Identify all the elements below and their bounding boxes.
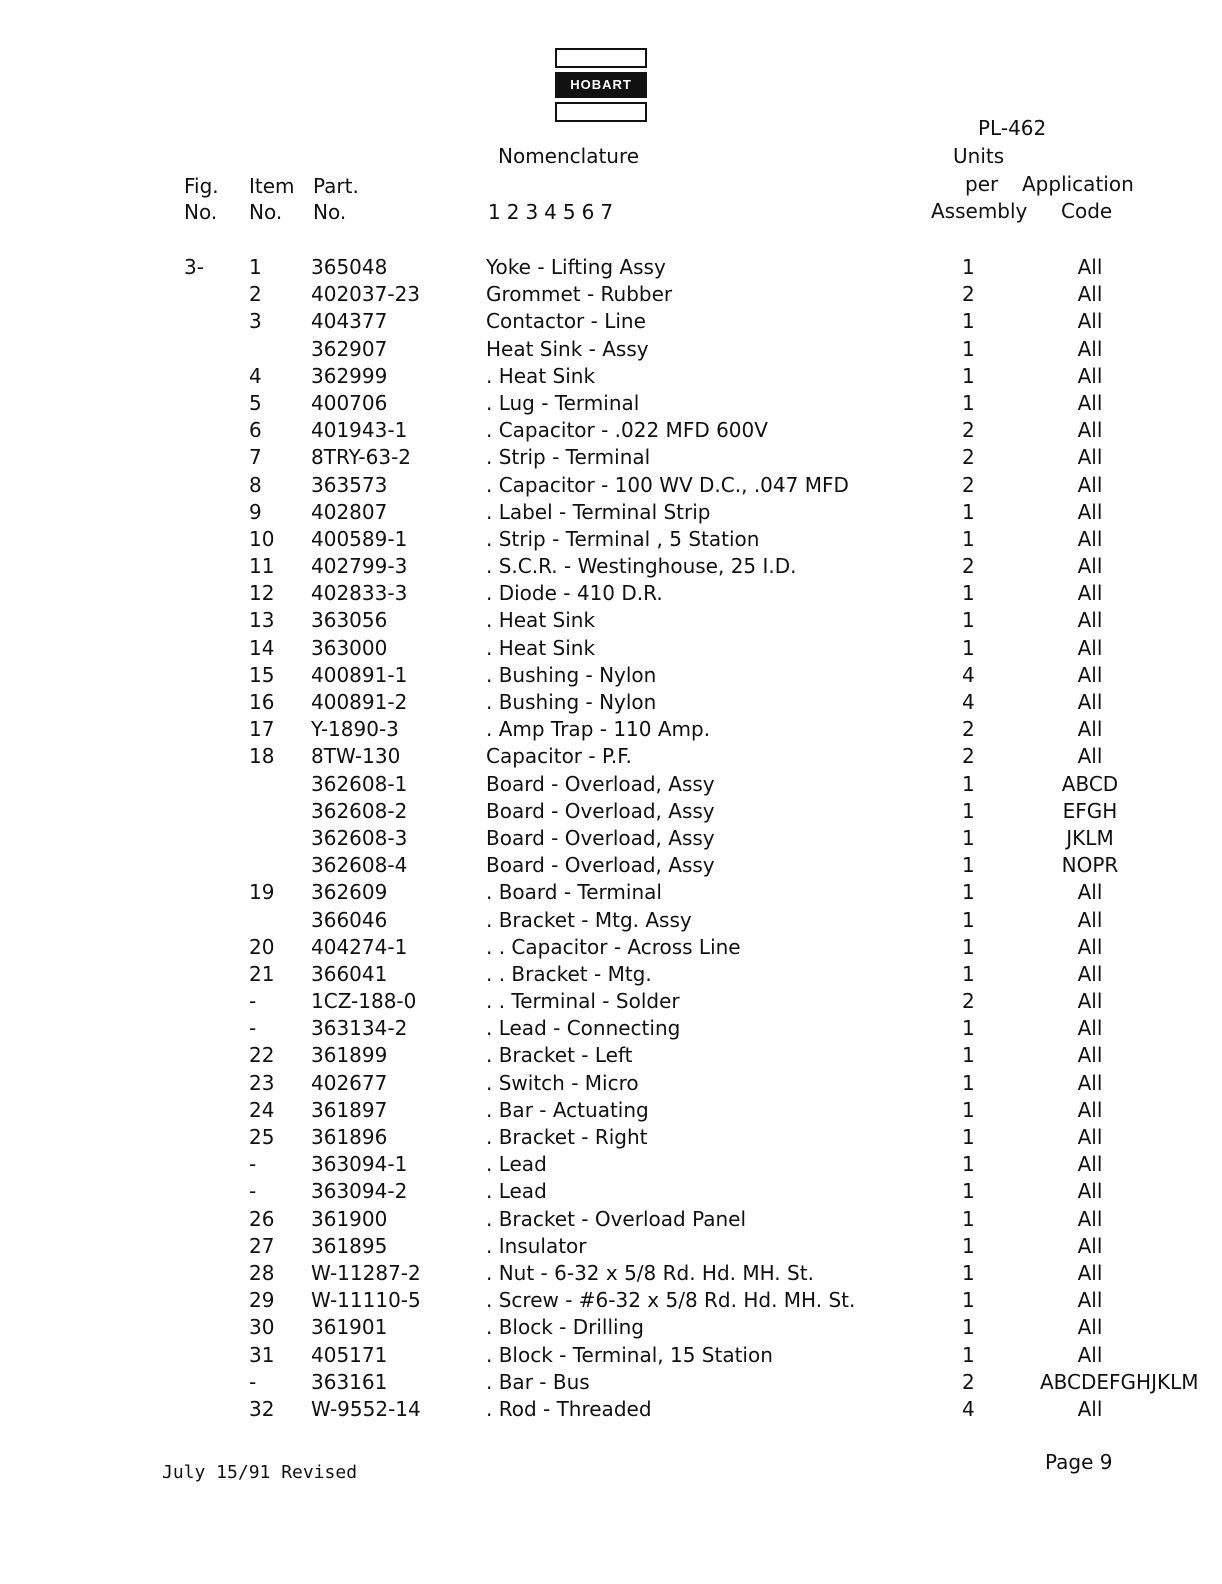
nomenclature: . Amp Trap - 110 Amp.: [486, 717, 711, 742]
part-number: 404377: [311, 309, 388, 334]
part-number: 361897: [311, 1097, 388, 1122]
table-row: [0, 390, 1222, 417]
nomenclature: . Insulator: [486, 1233, 587, 1258]
table-row: [0, 254, 1222, 281]
table-row: [0, 1206, 1222, 1233]
part-number: 1CZ-188-0: [311, 989, 417, 1014]
units-per-assembly: 1: [962, 1152, 975, 1177]
units-per-assembly: 1: [962, 1288, 975, 1313]
application-code: All: [1077, 1016, 1103, 1041]
item-number: 3: [249, 309, 262, 334]
nomenclature: . Heat Sink: [486, 608, 596, 633]
application-code: All: [1077, 961, 1103, 986]
application-code: All: [1077, 418, 1103, 443]
table-row: [0, 281, 1222, 308]
item-number: 14: [249, 635, 275, 660]
nomenclature: . Screw - #6-32 x 5/8 Rd. Hd. MH. St.: [486, 1288, 856, 1313]
units-per-assembly: 1: [962, 499, 975, 524]
application-code: All: [1077, 1396, 1103, 1421]
units-per-assembly: 1: [962, 1233, 975, 1258]
application-code: All: [1077, 309, 1103, 334]
nomenclature: Board - Overload, Assy: [486, 825, 715, 850]
application-code: All: [1077, 1152, 1103, 1177]
table-row: [0, 635, 1222, 662]
application-code: All: [1077, 390, 1103, 415]
units-per-assembly: 2: [962, 744, 975, 769]
nomenclature: . Lead - Connecting: [486, 1016, 681, 1041]
table-row: [0, 743, 1222, 770]
application-code: All: [1077, 499, 1103, 524]
application-code: All: [1077, 608, 1103, 633]
part-number: 366046: [311, 907, 388, 932]
units-per-assembly: 1: [962, 1016, 975, 1041]
units-per-assembly: 1: [962, 825, 975, 850]
table-row: [0, 1178, 1222, 1205]
part-number: 363094-2: [311, 1179, 408, 1204]
units-per-assembly: 4: [962, 1396, 975, 1421]
table-row: [0, 1342, 1222, 1369]
part-number: W-9552-14: [311, 1396, 421, 1421]
nomenclature: . Bracket - Right: [486, 1125, 648, 1149]
application-code: All: [1077, 1070, 1103, 1095]
units-per-assembly: 1: [962, 880, 975, 905]
table-row: [0, 1151, 1222, 1178]
item-number: -: [249, 989, 257, 1014]
table-row: [0, 363, 1222, 390]
application-code: All: [1077, 744, 1103, 769]
units-per-assembly: 1: [962, 934, 975, 959]
item-number: 22: [249, 1043, 275, 1068]
units-per-assembly: 1: [962, 798, 975, 823]
header-per: per: [965, 172, 999, 196]
application-code: All: [1077, 1260, 1103, 1285]
part-number: 366041: [311, 961, 388, 986]
nomenclature: . Board - Terminal: [486, 880, 662, 905]
part-number: 362907: [311, 336, 388, 361]
table-row: [0, 607, 1222, 634]
application-code: ABCDEFGHJKLM: [1040, 1369, 1199, 1394]
part-number: 363056: [311, 608, 388, 633]
application-code: All: [1077, 635, 1103, 660]
units-per-assembly: 1: [962, 635, 975, 660]
part-number: 8TRY-63-2: [311, 445, 412, 470]
units-per-assembly: 2: [962, 554, 975, 579]
nomenclature: . Bracket - Mtg. Assy: [486, 907, 692, 932]
nomenclature: . Bar - Actuating: [486, 1097, 649, 1122]
item-number: 18: [249, 744, 275, 769]
item-number: 16: [249, 690, 275, 714]
application-code: All: [1077, 255, 1103, 279]
item-number: 4: [249, 363, 262, 388]
table-row: [0, 1260, 1222, 1287]
units-per-assembly: 1: [962, 608, 975, 633]
nomenclature: . Lead: [486, 1152, 547, 1177]
table-row: [0, 1396, 1222, 1423]
item-number: 31: [249, 1342, 275, 1367]
application-code: All: [1077, 1342, 1103, 1367]
application-code: All: [1077, 526, 1103, 551]
application-code: All: [1077, 472, 1103, 497]
item-number: 5: [249, 390, 262, 415]
table-row: [0, 444, 1222, 471]
application-code: All: [1077, 282, 1103, 307]
units-per-assembly: 1: [962, 907, 975, 932]
table-row: [0, 716, 1222, 743]
table-row: [0, 1042, 1222, 1069]
application-code: All: [1077, 690, 1103, 714]
table-row: [0, 499, 1222, 526]
units-per-assembly: 1: [962, 390, 975, 415]
page-number: Page 9: [1045, 1450, 1113, 1474]
part-number: 362608-2: [311, 798, 408, 823]
item-number: 7: [249, 445, 262, 470]
header-assembly: Assembly: [931, 199, 1028, 223]
item-number: -: [249, 1152, 257, 1177]
table-row: [0, 336, 1222, 363]
table-row: [0, 1015, 1222, 1042]
part-number: 361899: [311, 1043, 388, 1068]
table-row: [0, 1287, 1222, 1314]
application-code: EFGH: [1062, 798, 1118, 823]
nomenclature: . S.C.R. - Westinghouse, 25 I.D.: [486, 554, 797, 579]
header-code: Code: [1061, 199, 1113, 223]
nomenclature: Yoke - Lifting Assy: [486, 255, 666, 279]
part-number: 402677: [311, 1070, 388, 1095]
units-per-assembly: 2: [962, 472, 975, 497]
item-number: 12: [249, 581, 275, 606]
units-per-assembly: 1: [962, 1206, 975, 1231]
nomenclature: . Lead: [486, 1179, 547, 1204]
nomenclature: Board - Overload, Assy: [486, 771, 715, 796]
part-number: 363094-1: [311, 1152, 408, 1177]
nomenclature: . Rod - Threaded: [486, 1396, 652, 1421]
item-number: 15: [249, 662, 275, 687]
item-number: 20: [249, 934, 275, 959]
nomenclature: . Bracket - Overload Panel: [486, 1206, 747, 1231]
application-code: All: [1077, 1043, 1103, 1068]
item-number: 1: [249, 255, 262, 279]
table-row: [0, 417, 1222, 444]
application-code: All: [1077, 989, 1103, 1014]
table-row: [0, 907, 1222, 934]
hobart-logo: [555, 48, 647, 122]
part-number: 361895: [311, 1233, 388, 1258]
header-part: Part.: [313, 174, 359, 198]
units-per-assembly: 1: [962, 1043, 975, 1068]
nomenclature: . Strip - Terminal , 5 Station: [486, 526, 760, 551]
nomenclature: . Bracket - Left: [486, 1043, 633, 1068]
header-part-no: No.: [313, 200, 347, 224]
application-code: All: [1077, 934, 1103, 959]
fig-number: 3-: [184, 255, 204, 279]
table-row: [0, 689, 1222, 716]
nomenclature: . . Capacitor - Across Line: [486, 934, 741, 959]
nomenclature: . Heat Sink: [486, 635, 596, 660]
logo-top-box: [555, 48, 647, 68]
application-code: JKLM: [1066, 825, 1114, 850]
nomenclature: . Heat Sink: [486, 363, 596, 388]
nomenclature: . Block - Drilling: [486, 1315, 644, 1340]
item-number: 11: [249, 554, 275, 579]
header-nomenclature: Nomenclature: [498, 144, 640, 168]
item-number: 17: [249, 717, 275, 742]
logo-bottom-box: [555, 102, 647, 122]
nomenclature: . Diode - 410 D.R.: [486, 581, 663, 606]
units-per-assembly: 1: [962, 961, 975, 986]
units-per-assembly: 1: [962, 1315, 975, 1340]
nomenclature: Board - Overload, Assy: [486, 798, 715, 823]
item-number: 9: [249, 499, 262, 524]
nomenclature: Capacitor - P.F.: [486, 744, 632, 769]
part-number: 363161: [311, 1369, 388, 1394]
units-per-assembly: 2: [962, 282, 975, 307]
item-number: 8: [249, 472, 262, 497]
application-code: All: [1077, 1315, 1103, 1340]
document-id: PL-462: [978, 116, 1047, 140]
nomenclature: . Switch - Micro: [486, 1070, 639, 1095]
item-number: 24: [249, 1097, 275, 1122]
units-per-assembly: 1: [962, 363, 975, 388]
units-per-assembly: 1: [962, 1097, 975, 1122]
item-number: 26: [249, 1206, 275, 1231]
part-number: 401943-1: [311, 418, 408, 443]
table-row: [0, 308, 1222, 335]
item-number: 13: [249, 608, 275, 633]
item-number: 29: [249, 1288, 275, 1313]
part-number: 363134-2: [311, 1016, 408, 1041]
part-number: W-11287-2: [311, 1260, 421, 1285]
application-code: All: [1077, 1288, 1103, 1313]
units-per-assembly: 4: [962, 662, 975, 687]
nomenclature: . Bushing - Nylon: [486, 690, 657, 714]
units-per-assembly: 1: [962, 1070, 975, 1095]
application-code: All: [1077, 581, 1103, 606]
application-code: ABCD: [1061, 771, 1119, 796]
nomenclature: . Block - Terminal, 15 Station: [486, 1342, 773, 1367]
part-number: 404274-1: [311, 934, 408, 959]
nomenclature: Board - Overload, Assy: [486, 853, 715, 878]
header-fig: Fig.: [184, 174, 219, 198]
application-code: All: [1077, 445, 1103, 470]
units-per-assembly: 2: [962, 418, 975, 443]
header-application: Application: [1022, 172, 1134, 196]
table-row: [0, 852, 1222, 879]
units-per-assembly: 1: [962, 526, 975, 551]
item-number: -: [249, 1016, 257, 1041]
application-code: All: [1077, 336, 1103, 361]
part-number: 400891-2: [311, 690, 408, 714]
table-row: [0, 1124, 1222, 1151]
table-row: [0, 771, 1222, 798]
part-number: 363573: [311, 472, 388, 497]
units-per-assembly: 1: [962, 255, 975, 279]
part-number: 361901: [311, 1315, 388, 1340]
nomenclature: . Label - Terminal Strip: [486, 499, 711, 524]
application-code: All: [1077, 717, 1103, 742]
table-row: [0, 526, 1222, 553]
part-number: 402799-3: [311, 554, 408, 579]
nomenclature: Contactor - Line: [486, 309, 646, 334]
part-number: 362608-1: [311, 771, 408, 796]
part-number: 362999: [311, 363, 388, 388]
item-number: 21: [249, 961, 275, 986]
nomenclature: . Bushing - Nylon: [486, 662, 657, 687]
units-per-assembly: 2: [962, 717, 975, 742]
part-number: 363000: [311, 635, 388, 660]
table-row: [0, 1097, 1222, 1124]
part-number: 362608-3: [311, 825, 408, 850]
item-number: 19: [249, 880, 275, 905]
application-code: All: [1077, 1179, 1103, 1204]
part-number: 400891-1: [311, 662, 408, 687]
part-number: 361900: [311, 1206, 388, 1231]
part-number: 362609: [311, 880, 388, 905]
application-code: All: [1077, 1097, 1103, 1122]
nomenclature: . Strip - Terminal: [486, 445, 651, 470]
header-units: Units: [953, 144, 1005, 168]
units-per-assembly: 1: [962, 1342, 975, 1367]
revision-date: July 15/91 Revised: [162, 1462, 358, 1483]
header-item: Item: [249, 174, 295, 198]
item-number: 23: [249, 1070, 275, 1095]
units-per-assembly: 4: [962, 690, 975, 714]
application-code: NOPR: [1061, 853, 1119, 878]
application-code: All: [1077, 554, 1103, 579]
nomenclature: . Lug - Terminal: [486, 390, 640, 415]
item-number: 6: [249, 418, 262, 443]
part-number: 400706: [311, 390, 388, 415]
parts-list: [0, 254, 1222, 1423]
table-row: [0, 472, 1222, 499]
nomenclature: . Capacitor - 100 WV D.C., .047 MFD: [486, 472, 849, 497]
units-per-assembly: 1: [962, 853, 975, 878]
table-row: [0, 553, 1222, 580]
part-number: 405171: [311, 1342, 388, 1367]
application-code: All: [1077, 1206, 1103, 1231]
nomenclature: . Bar - Bus: [486, 1369, 590, 1394]
table-row: [0, 1314, 1222, 1341]
application-code: All: [1077, 662, 1103, 687]
units-per-assembly: 2: [962, 1369, 975, 1394]
header-item-no: No.: [249, 200, 283, 224]
part-number: 361896: [311, 1125, 388, 1149]
header-indent-levels: 1234567: [488, 200, 620, 224]
header-fig-no: No.: [184, 200, 218, 224]
part-number: 402807: [311, 499, 388, 524]
part-number: 365048: [311, 255, 388, 279]
application-code: All: [1077, 907, 1103, 932]
table-row: [0, 961, 1222, 988]
application-code: All: [1077, 363, 1103, 388]
table-row: [0, 1233, 1222, 1260]
units-per-assembly: 1: [962, 581, 975, 606]
part-number: Y-1890-3: [311, 717, 399, 742]
part-number: 402833-3: [311, 581, 408, 606]
application-code: All: [1077, 1233, 1103, 1258]
table-row: [0, 798, 1222, 825]
item-number: -: [249, 1369, 257, 1394]
item-number: 30: [249, 1315, 275, 1340]
nomenclature: Heat Sink - Assy: [486, 336, 649, 361]
item-number: -: [249, 1179, 257, 1204]
nomenclature: . Capacitor - .022 MFD 600V: [486, 418, 768, 443]
item-number: 10: [249, 526, 275, 551]
units-per-assembly: 1: [962, 771, 975, 796]
part-number: 400589-1: [311, 526, 408, 551]
table-row: [0, 934, 1222, 961]
table-row: [0, 580, 1222, 607]
application-code: All: [1077, 880, 1103, 905]
units-per-assembly: 1: [962, 309, 975, 334]
nomenclature: . . Bracket - Mtg.: [486, 961, 652, 986]
item-number: 27: [249, 1233, 275, 1258]
item-number: 25: [249, 1125, 275, 1149]
units-per-assembly: 1: [962, 1179, 975, 1204]
nomenclature: . Nut - 6-32 x 5/8 Rd. Hd. MH. St.: [486, 1260, 814, 1285]
units-per-assembly: 1: [962, 1260, 975, 1285]
item-number: 2: [249, 282, 262, 307]
part-number: W-11110-5: [311, 1288, 421, 1313]
nomenclature: . . Terminal - Solder: [486, 989, 680, 1014]
table-row: [0, 1369, 1222, 1396]
table-row: [0, 988, 1222, 1015]
units-per-assembly: 1: [962, 1125, 975, 1149]
part-number: 402037-23: [311, 282, 421, 307]
item-number: 28: [249, 1260, 275, 1285]
part-number: 8TW-130: [311, 744, 401, 769]
nomenclature: Grommet - Rubber: [486, 282, 673, 307]
item-number: 32: [249, 1396, 275, 1421]
units-per-assembly: 2: [962, 445, 975, 470]
table-row: [0, 1070, 1222, 1097]
table-row: [0, 825, 1222, 852]
table-row: [0, 879, 1222, 906]
units-per-assembly: 1: [962, 336, 975, 361]
part-number: 362608-4: [311, 853, 408, 878]
logo-brand-text: HOBART: [555, 72, 647, 98]
units-per-assembly: 2: [962, 989, 975, 1014]
application-code: All: [1077, 1125, 1103, 1149]
table-row: [0, 662, 1222, 689]
